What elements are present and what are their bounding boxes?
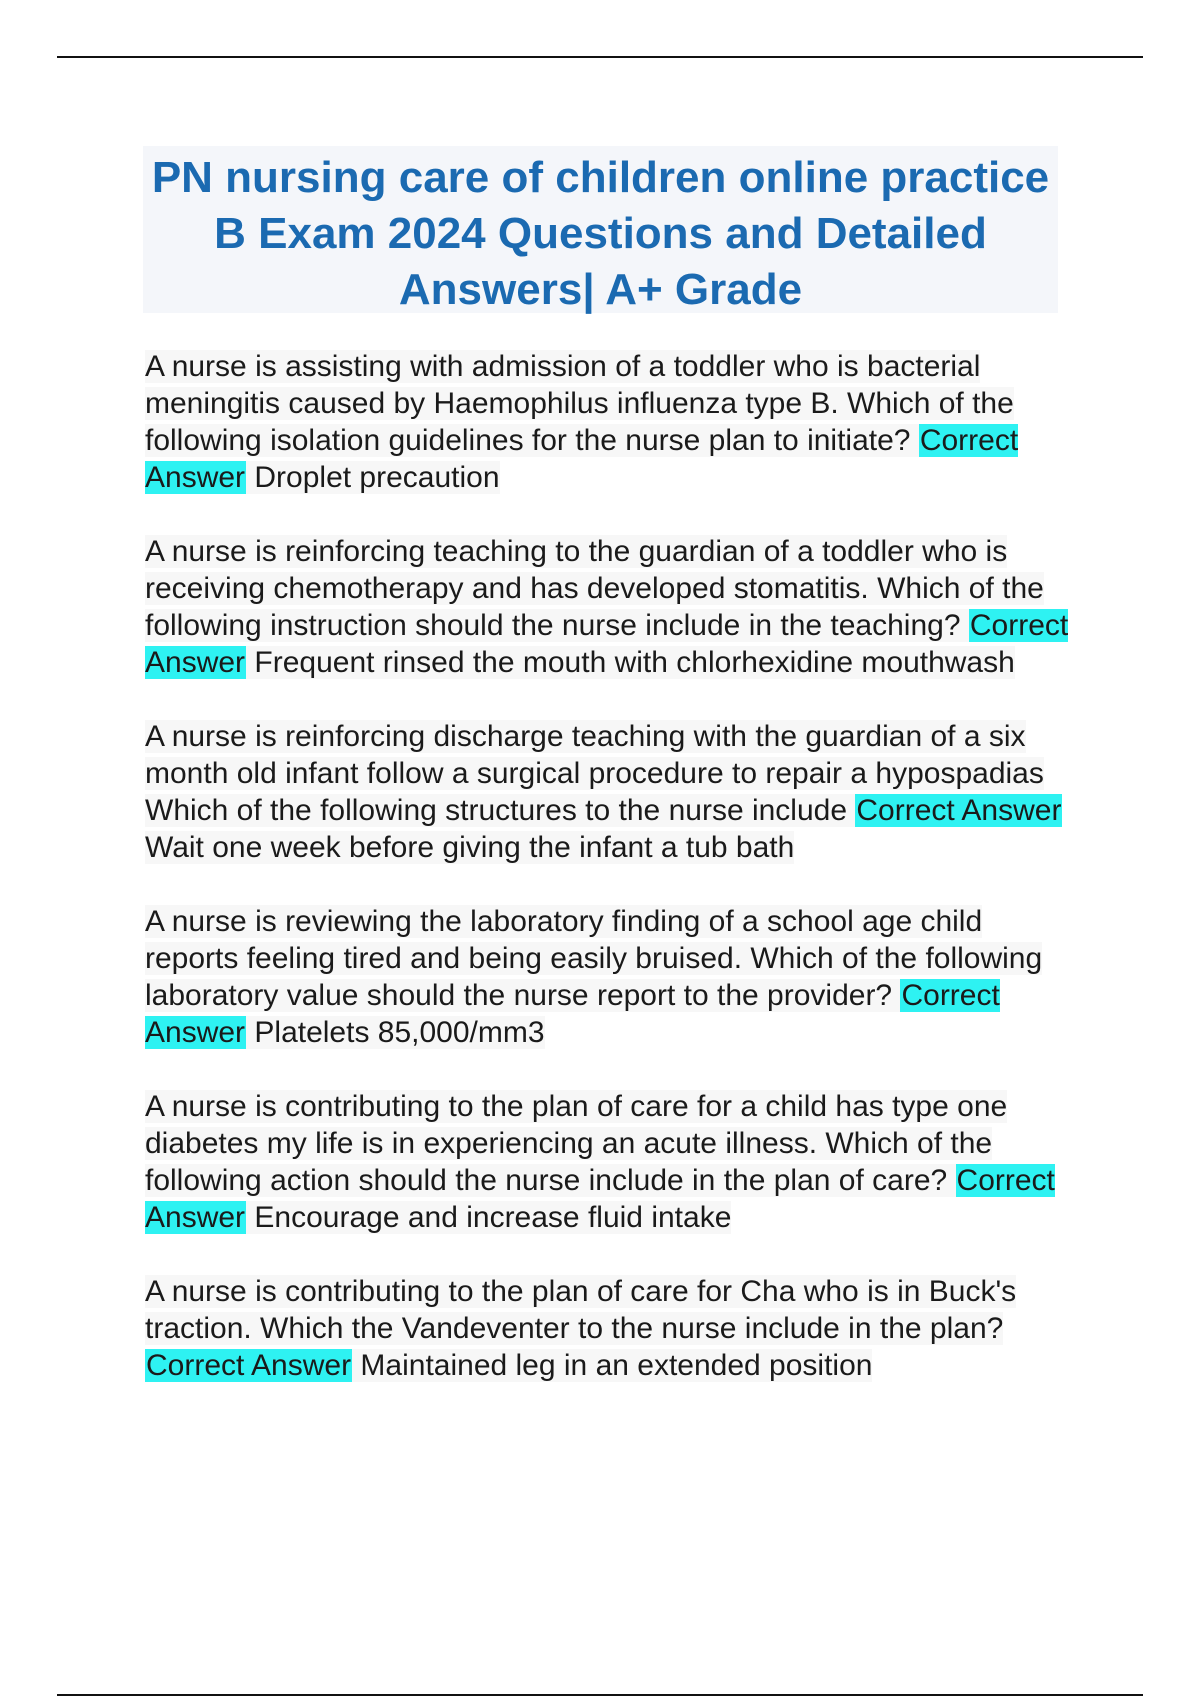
correct-answer-label: Correct Answer — [145, 1164, 1055, 1234]
question-text: A nurse is contributing to the plan of care for Cha who is in Buck's traction. Which the Vandeventer to the nurse include in the plan? — [145, 1275, 1017, 1345]
qa-item-2 — [145, 533, 1070, 681]
qa-item-3 — [145, 718, 1070, 866]
question-text: A nurse is reviewing the laboratory finding of a school age child reports feeling tired and being easily bruised. Which of the following laboratory value should the nurse report to the provider? — [145, 905, 1043, 1012]
qa-item-1 — [145, 348, 1070, 496]
bottom-divider — [57, 1694, 1143, 1696]
correct-answer-label: Correct Answer — [145, 979, 1000, 1049]
question-text: A nurse is reinforcing teaching to the guardian of a toddler who is receiving chemotherapy and has developed stomatitis. Which of the following instruction should the nurse include in the teaching? — [145, 535, 1044, 642]
correct-answer-label: Correct Answer — [145, 424, 1019, 494]
qa-item-6 — [145, 1273, 1070, 1384]
answer-text: Wait one week before giving the infant a tub bath — [145, 831, 795, 864]
answer-text: Droplet precaution — [254, 461, 500, 494]
document-title: PN nursing care of children online practice B Exam 2024 Questions and Detailed Answers| A+ Grade — [151, 153, 1050, 314]
correct-answer-label: Correct Answer — [146, 1349, 352, 1382]
qa-item-4 — [145, 903, 1070, 1051]
question-text: A nurse is contributing to the plan of care for a child has type one diabetes my life is in experiencing an acute illness. Which of the following action should the nurse include in the plan of care? — [145, 1090, 1008, 1197]
answer-text: Maintained leg in an extended position — [360, 1349, 873, 1382]
answer-text: Frequent rinsed the mouth with chlorhexidine mouthwash — [254, 646, 1015, 679]
qa-list — [145, 348, 1070, 1421]
qa-item-5 — [145, 1088, 1070, 1236]
correct-answer-label: Correct Answer — [856, 794, 1062, 827]
question-text: A nurse is assisting with admission of a toddler who is bacterial meningitis caused by Haemophilus influenza type B. Which of the following isolation guidelines for the nurse plan to initiate? — [145, 350, 1014, 457]
correct-answer-label: Correct Answer — [145, 609, 1069, 679]
title-banner — [143, 146, 1058, 313]
question-text: A nurse is reinforcing discharge teaching with the guardian of a six month old infant follow a surgical procedure to repair a hypospadias Which of the following structures to the nurse include — [145, 720, 1044, 827]
answer-text: Encourage and increase fluid intake — [254, 1201, 732, 1234]
top-divider — [57, 56, 1143, 58]
answer-text: Platelets 85,000/mm3 — [254, 1016, 545, 1049]
